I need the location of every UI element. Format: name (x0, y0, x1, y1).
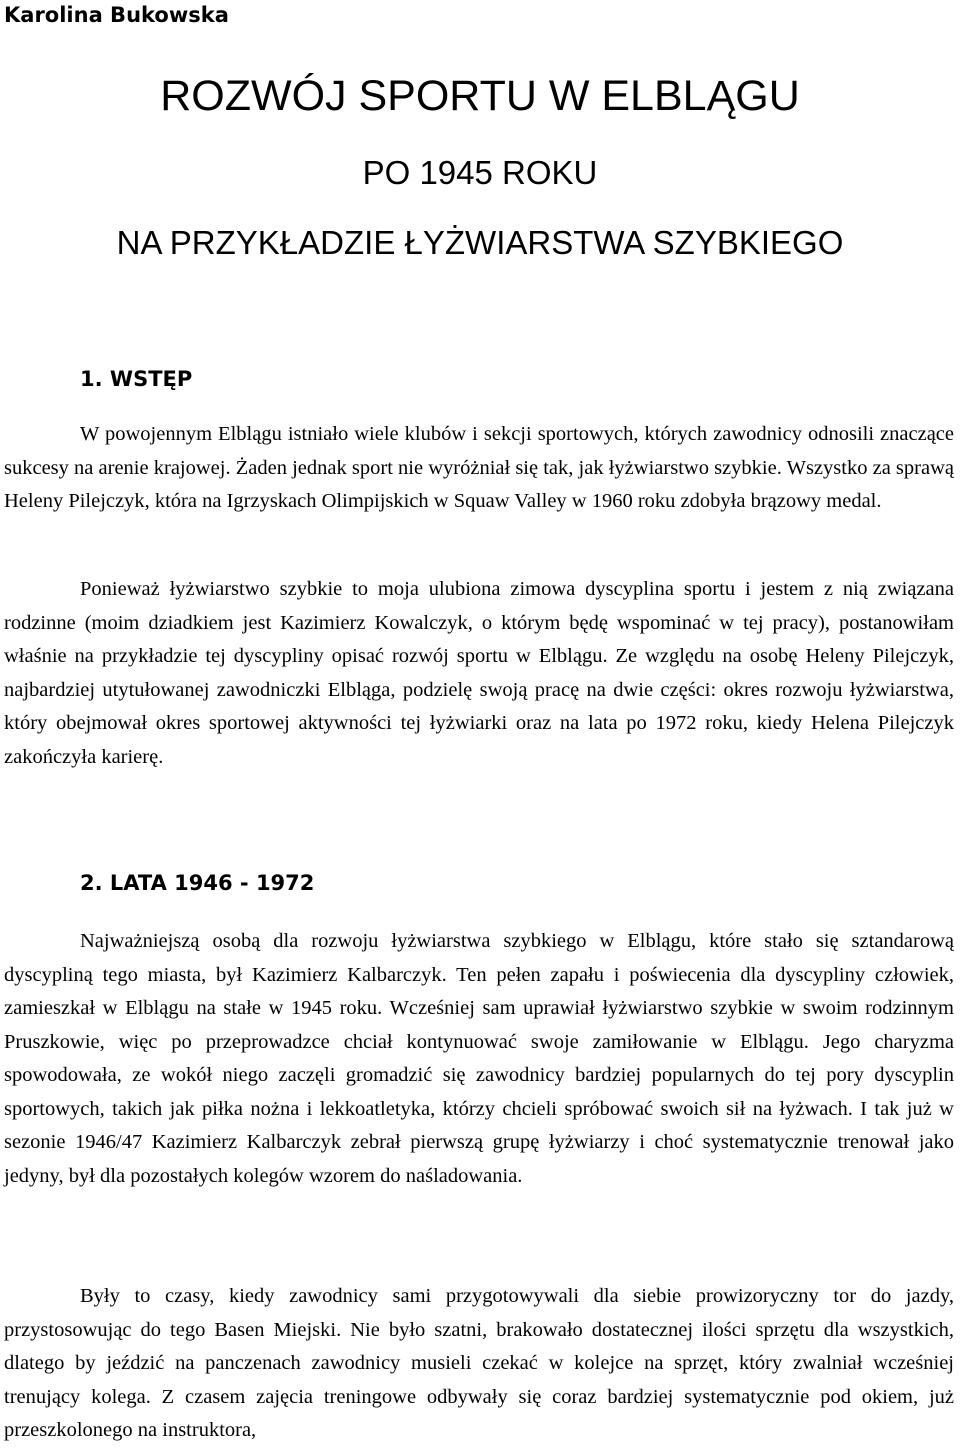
section-heading-years: 2. LATA 1946 - 1972 (80, 871, 315, 895)
author-name: Karolina Bukowska (4, 3, 229, 27)
paragraph: W powojennym Elblągu istniało wiele klubów i sekcji sportowych, których zawodnicy odnosili znaczące sukcesy na arenie krajowej. Żaden jednak sport nie wyróżniał się tak, jak łyżwiarstwo szybkie. Wszystko za sprawą Heleny Pilejczyk, która na Igrzyskach Olimpijskich w Squaw Valley w 1960 roku zdobyła brązowy medal. (4, 423, 954, 512)
paragraph: Ponieważ łyżwiarstwo szybkie to moja ulubiona zimowa dyscyplina sportu i jestem z nią związana rodzinne (moim dziadkiem jest Kazimierz Kowalczyk, o którym będę wspominać w tej pracy), postanowiłam właśnie na przykładzie tej dyscypliny opisać rozwój sportu w Elblągu. Ze względu na osobę Heleny Pilejczyk, najbardziej utytułowanej zawodniczki Elbląga, podzielę swoją pracę na dwie części: okres rozwoju łyżwiarstwa, który obejmował okres sportowej aktywności tej łyżwiarki oraz na lata po 1972 roku, kiedy Helena Pilejczyk zakończyła karierę. (4, 578, 954, 768)
document-subtitle-line-1: PO 1945 ROKU (362, 154, 598, 191)
section-heading-intro: 1. WSTĘP (80, 367, 193, 391)
document-subtitle-line-2: NA PRZYKŁADZIE ŁYŻWIARSTWA SZYBKIEGO (116, 224, 844, 261)
paragraph: Najważniejszą osobą dla rozwoju łyżwiarstwa szybkiego w Elblągu, które stało się sztandarową dyscypliną tego miasta, był Kazimierz Kalbarczyk. Ten pełen zapału i poświecenia dla dyscypliny człowiek, zamieszkał w Elblągu na stałe w 1945 roku. Wcześniej sam uprawiał łyżwiarstwo szybkie w swoim rodzinnym Pruszkowie, więc po przeprowadzce chciał kontynuować swoje zamiłowanie w Elblągu. Jego charyzma spowodowała, ze wokół niego zaczęli gromadzić się zawodnicy bardziej popularnych do tej pory dyscyplin sportowych, takich jak piłka nożna i lekkoatletyka, którzy chcieli spróbować swoich sił na łyżwach. I tak już w sezonie 1946/47 Kazimierz Kalbarczyk zebrał pierwszą grupę łyżwiarzy i choć systematycznie trenował jako jedyny, był dla pozostałych kolegów wzorem do naśladowania. (4, 930, 954, 1187)
paragraph: Były to czasy, kiedy zawodnicy sami przygotowywali dla siebie prowizoryczny tor do jazdy, przystosowując do tego Basen Miejski. Nie było szatni, brakowało dostatecznej ilości sprzętu dla wszystkich, dlatego by jeździć na panczenach zawodnicy musieli czekać w kolejce na sprzęt, który zwalniał wcześniej trenujący kolega. Z czasem zajęcia treningowe odbywały się coraz bardziej systematycznie pod okiem, już przeszkolonego na instruktora, (4, 1285, 954, 1441)
document-title: ROZWÓJ SPORTU W ELBLĄGU (160, 72, 800, 120)
